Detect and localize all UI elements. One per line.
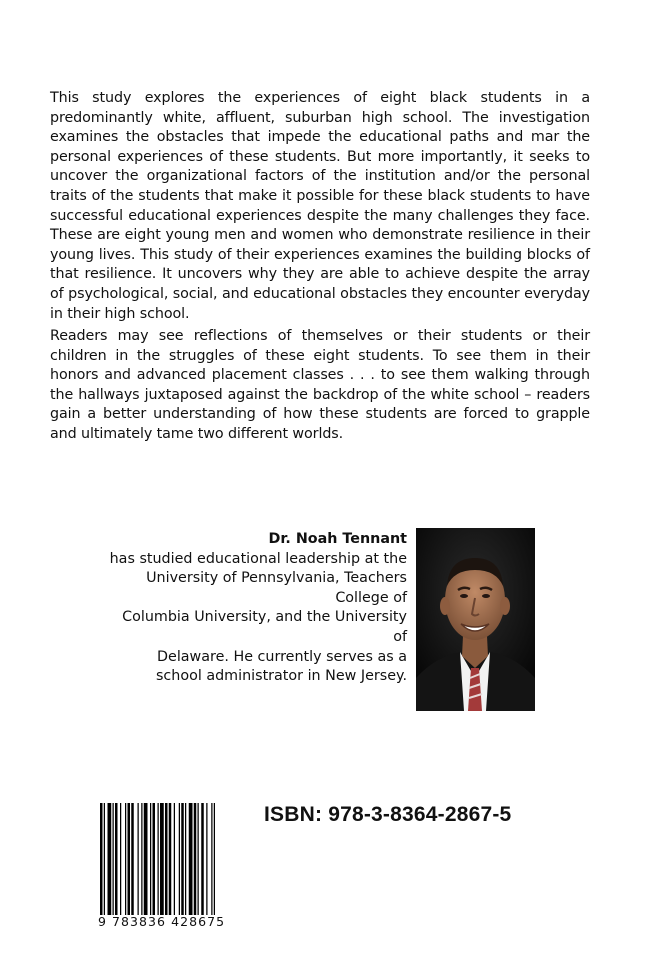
barcode-bar [160, 803, 164, 915]
barcode-bar [189, 803, 193, 915]
author-bio-line-5: school administrator in New Jersey. [155, 668, 407, 685]
author-name: Dr. Noah Tennant [268, 531, 407, 547]
barcode-bar [185, 803, 186, 915]
barcode-bar [125, 803, 126, 915]
barcode-bar [115, 803, 118, 915]
barcode-bar [211, 803, 212, 915]
barcode-bar [174, 803, 175, 915]
barcode-bar [194, 803, 197, 915]
barcode-bar [120, 803, 121, 915]
barcode-bar [179, 803, 180, 915]
barcode-bar [214, 803, 215, 915]
barcode-bar [169, 803, 172, 915]
barcode-digits: 9 783836 428675 [98, 914, 226, 929]
blurb-paragraph-2: Readers may see reflections of themselves or their students or their children in the struggles of these eight students. To see them in their honors and advanced placement classes . . . to see them walking through the hallways juxtaposed against the backdrop of the white school – readers gain a better understanding of how these students are forced to grapple and ultimately tame two different worlds. [50, 328, 590, 442]
barcode-bar [181, 803, 184, 915]
blurb-paragraph-1: This study explores the experiences of eight black students in a predominantly white, affluent, suburban high school. The investigation examines the obstacles that impede the educational paths and mar the personal experiences of these students. But more importantly, it seeks to uncover the organizational factors of the institution and/or the personal traits of the students that make it possible for these black students to have successful educational experiences despite the many challenges they face. These are eight young men and women who demonstrate resilience in their young lives. This study of their experiences examines the building blocks of that resilience. It uncovers why they are able to achieve despite the array of psychological, social, and educational obstacles they encounter everyday in their high school. [50, 90, 590, 322]
barcode-bar [150, 803, 151, 915]
barcode-bar [138, 803, 139, 915]
barcode-bar [158, 803, 159, 915]
author-bio-line-4: Delaware. He currently serves as a [157, 648, 407, 665]
barcode [98, 803, 250, 915]
author-bio-line-1: has studied educational leadership at the [109, 550, 407, 567]
barcode-bar [144, 803, 148, 915]
barcode-bar [131, 803, 134, 915]
barcode-bar [206, 803, 207, 915]
author-bio-line-2: University of Pennsylvania, Teachers College of [146, 570, 407, 606]
barcode-bar [128, 803, 131, 915]
author-photo [416, 528, 535, 711]
barcode-bar [113, 803, 114, 915]
barcode-bar [201, 803, 204, 915]
barcode-bar [108, 803, 112, 915]
barcode-bar [153, 803, 156, 915]
barcode-bars [98, 803, 250, 915]
author-bio-line-3: Columbia University, and the University of [122, 609, 407, 645]
isbn-label: ISBN: 978-3-8364-2867-5 [264, 803, 512, 826]
barcode-bar [165, 803, 168, 915]
barcode-bar [198, 803, 199, 915]
barcode-bar [100, 803, 103, 915]
barcode-bar [104, 803, 105, 915]
author-bio-block [107, 530, 407, 687]
barcode-bar [141, 803, 142, 915]
